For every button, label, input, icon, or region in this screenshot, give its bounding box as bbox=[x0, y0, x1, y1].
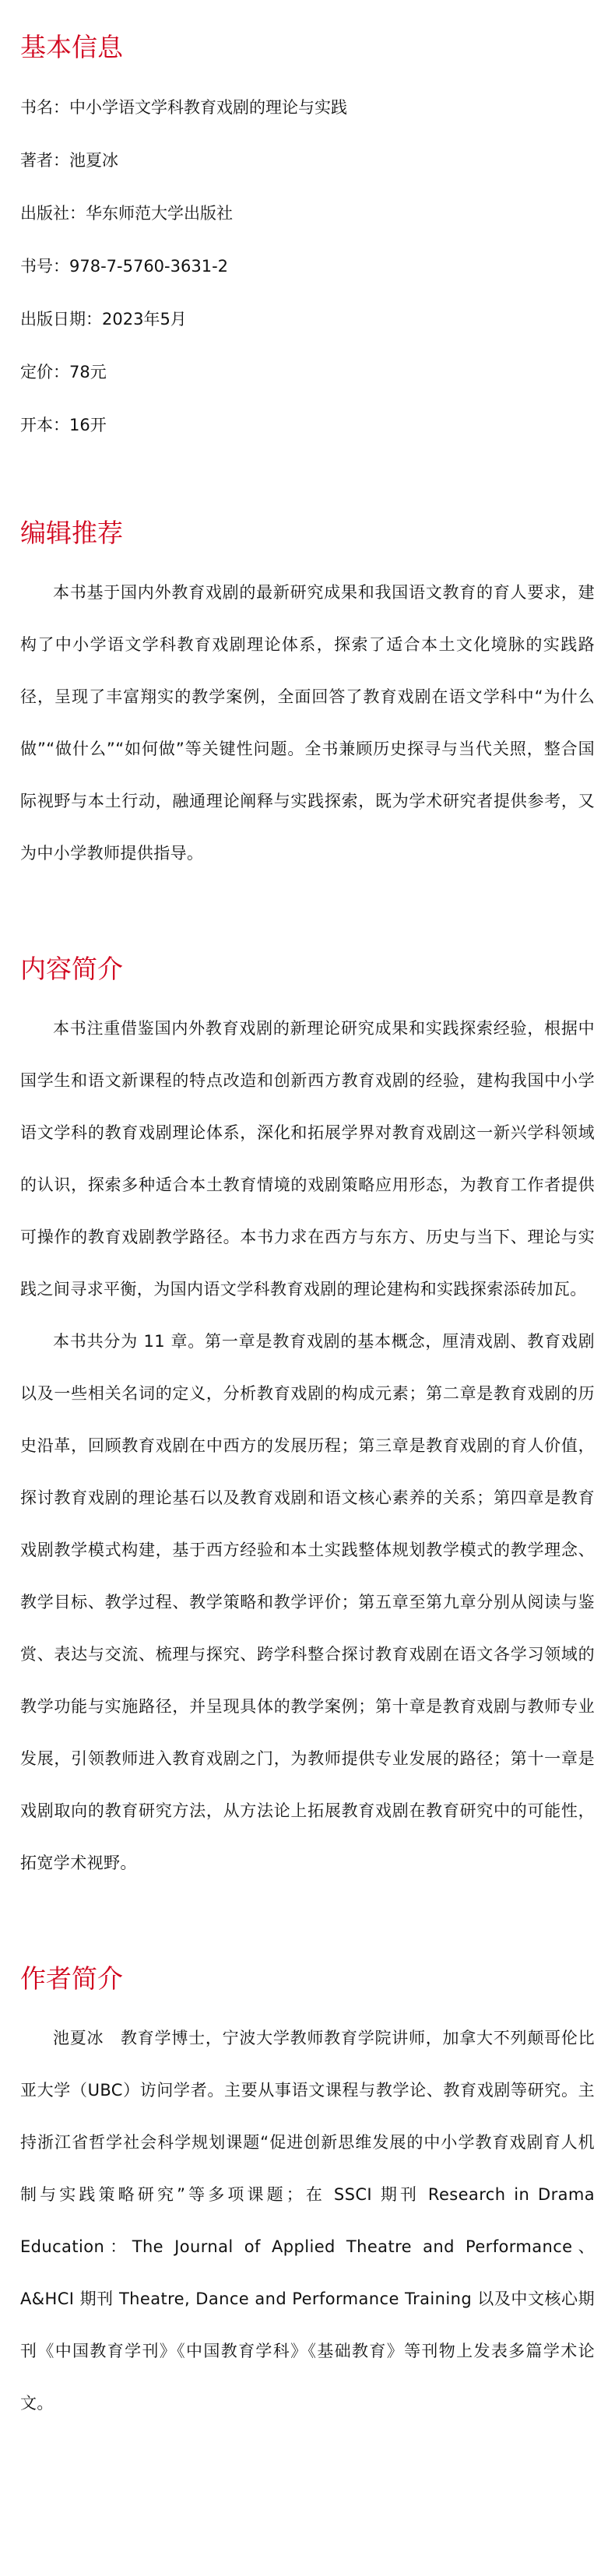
section-spacer bbox=[20, 452, 595, 515]
basic-info-section bbox=[20, 30, 595, 452]
content-summary-paragraph: 本书注重借鉴国内外教育戏剧的新理论研究成果和实践探索经验，根据中国学生和语文新课程的特点改造和创新西方教育戏剧的经验，建构我国中小学语文学科的教育戏剧理论体系，深化和拓展学界对教育戏剧这一新兴学科领域的认识，探索多种适合本土教育情境的戏剧策略应用形态，为教育工作者提供可操作的教育戏剧教学路径。本书力求在西方与东方、历史与当下、理论与实践之间寻求平衡，为国内语文学科教育戏剧的理论建构和实践探索添砖加瓦。 bbox=[20, 1019, 595, 1299]
isbn-line: 书号：978-7-5760-3631-2 bbox=[20, 257, 229, 276]
content-summary-paragraph: 本书共分为 11 章。第一章是教育戏剧的基本概念，厘清戏剧、教育戏剧以及一些相关名词的定义，分析教育戏剧的构成元素；第二章是教育戏剧的历史沿革，回顾教育戏剧在中西方的发展历程；第三章是教育戏剧的育人价值，探讨教育戏剧的理论基石以及教育戏剧和语文核心素养的关系；第四章是教育戏剧教学模式构建，基于西方经验和本土实践整体规划教学模式的教学理念、教学目标、教学过程、教学策略和教学评价；第五章至第九章分别从阅读与鉴赏、表达与交流、梳理与探究、跨学科整合探讨教育戏剧在语文各学习领域的教学功能与实施路径，并呈现具体的教学案例；第十章是教育戏剧与教师专业发展，引领教师进入教育戏剧之门，为教师提供专业发展的路径；第十一章是戏剧取向的教育研究方法，从方法论上拓展教育戏剧在教育研究中的可能性，拓宽学术视野。 bbox=[20, 1332, 595, 1872]
section-spacer bbox=[20, 1889, 595, 1961]
editor-recommendation-paragraph: 本书基于国内外教育戏剧的最新研究成果和我国语文教育的育人要求，建构了中小学语文学科教育戏剧理论体系，探索了适合本土文化境脉的实践路径，呈现了丰富翔实的教学案例，全面回答了教育戏剧在语文学科中“为什么做”“做什么”“如何做”等关键性问题。全书兼顾历史探寻与当代关照，整合国际视野与本土行动，融通理论阐释与实践探索，既为学术研究者提供参考，又为中小学教师提供指导。 bbox=[20, 583, 595, 863]
author-summary-paragraph: 池夏冰 教育学博士，宁波大学教师教育学院讲师，加拿大不列颠哥伦比亚大学（UBC）访问学者。主要从事语文课程与教学论、教育戏剧等研究。主持浙江省哲学社会科学规划课题“促进创新思维发展的中小学教育戏剧育人机制与实践策略研究”等多项课题；在 SSCI 期刊 Research in Drama Education：The Journal of Applied Theatre and Performance、A&HCI 期刊 Theatre, Dance and Performance Training 以及中文核心期刊《中国教育学刊》《中国教育学科》《基础教育》等刊物上发表多篇学术论文。 bbox=[20, 2029, 595, 2413]
format-line: 开本：16开 bbox=[20, 416, 107, 434]
author-summary-section bbox=[20, 1961, 595, 2430]
author-summary-title: 作者简介 bbox=[20, 1963, 123, 1994]
publish-date-line: 出版日期：2023年5月 bbox=[20, 310, 187, 329]
author-line: 著者：池夏冰 bbox=[20, 151, 118, 170]
editor-recommendation-title: 编辑推荐 bbox=[20, 518, 123, 548]
content-summary-title: 内容简介 bbox=[20, 954, 123, 984]
price-line: 定价：78元 bbox=[20, 363, 107, 381]
basic-info-title: 基本信息 bbox=[20, 32, 123, 62]
book-title-line: 书名：中小学语文学科教育戏剧的理论与实践 bbox=[20, 98, 347, 117]
content-summary-section bbox=[20, 951, 595, 1889]
editor-recommendation-section bbox=[20, 515, 595, 880]
publisher-line: 出版社：华东师范大学出版社 bbox=[20, 204, 233, 223]
section-spacer bbox=[20, 880, 595, 951]
